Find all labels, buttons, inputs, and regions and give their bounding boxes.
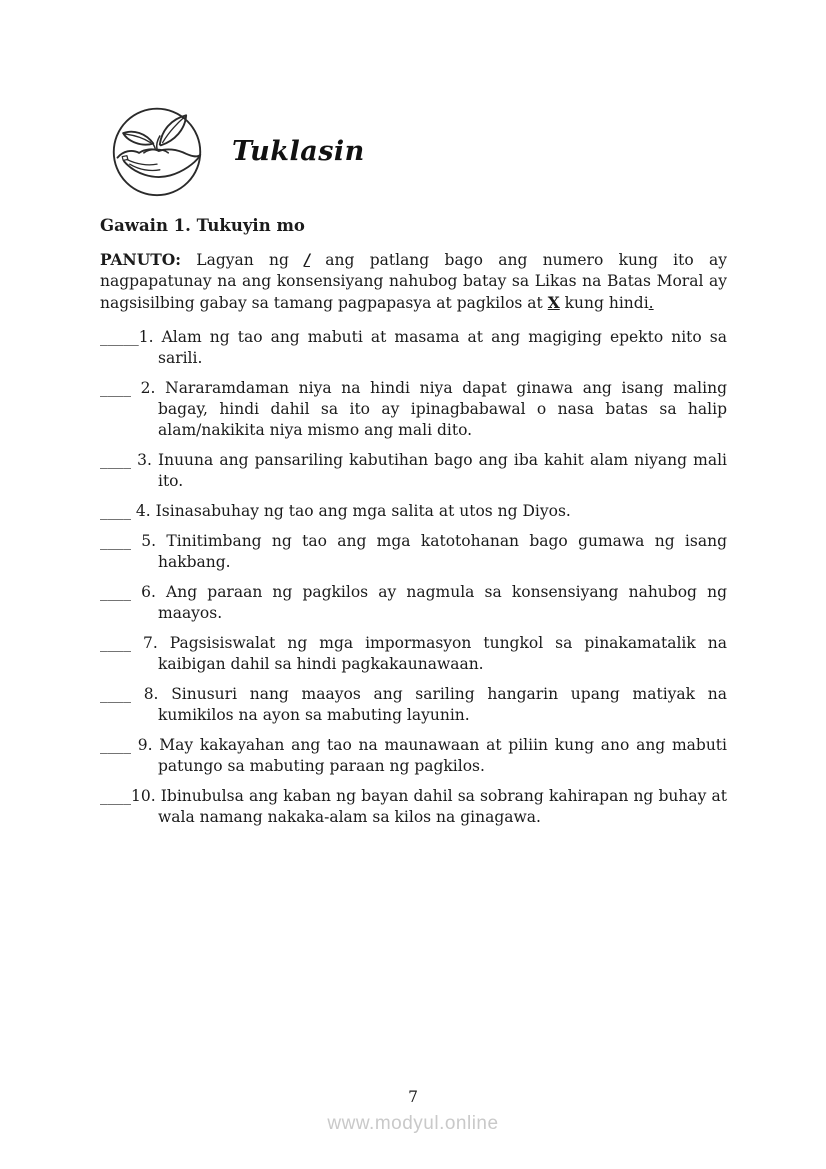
- watermark: www.modyul.online: [327, 1113, 499, 1134]
- item-text-5: Tinitimbang ng tao ang mga katotohanan bago gumawa ng isang hakbang.: [158, 532, 727, 571]
- list-item-4: [100, 501, 727, 522]
- item-text-8: Sinusuri nang maayos ang sariling hangarin upang matiyak na kumikilos na ayon sa mabuting layunin.: [158, 685, 727, 724]
- answer-blank-3[interactable]: ____: [100, 451, 131, 469]
- list-item-8: [100, 684, 727, 726]
- item-list: [100, 327, 727, 828]
- list-item-1: [100, 327, 727, 369]
- panuto-label: PANUTO:: [100, 250, 181, 269]
- list-item-9: [100, 735, 727, 777]
- list-item-2: [100, 378, 727, 441]
- item-number-9: 9.: [131, 736, 153, 754]
- list-item-7: [100, 633, 727, 675]
- x-mark: X: [547, 293, 560, 312]
- list-item-6: [100, 582, 727, 624]
- answer-blank-2[interactable]: ____: [100, 379, 131, 397]
- panuto-text-2: ang patlang bago ang numero kung ito ay nagpapatunay na ang konsensiyang nahubog batay sa Likas na Batas Moral ay nagsisilbing gabay sa tamang pagpapasya at pagkilos at: [100, 251, 728, 312]
- item-number-5: 5.: [131, 532, 157, 550]
- item-text-6: Ang paraan ng pagkilos ay nagmula sa konsensiyang nahubog ng maayos.: [158, 583, 727, 622]
- section-header: [110, 104, 727, 198]
- answer-blank-4[interactable]: ____: [100, 502, 131, 520]
- page-number: 7: [408, 1088, 418, 1106]
- item-number-4: 4.: [131, 502, 151, 520]
- hand-with-sprout-icon: [110, 104, 204, 198]
- item-number-2: 2.: [131, 379, 156, 397]
- item-number-8: 8.: [131, 685, 159, 703]
- item-text-2: Nararamdaman niya na hindi niya dapat ginawa ang isang maling bagay, hindi dahil sa ito ay ipinagbabawal o nasa batas sa halip alam/nakikita niya mismo ang mali dito.: [158, 379, 727, 439]
- panuto-text-1: Lagyan ng: [181, 251, 305, 269]
- answer-blank-8[interactable]: ____: [100, 685, 131, 703]
- item-number-7: 7.: [131, 634, 158, 652]
- panuto-text-3: kung hindi: [559, 294, 649, 312]
- item-number-10: 10.: [131, 787, 156, 805]
- list-item-5: [100, 531, 727, 573]
- panuto-end-period: .: [648, 294, 654, 312]
- instructions-paragraph: [100, 249, 727, 314]
- section-title: Tuklasin: [232, 135, 365, 167]
- item-text-1: Alam ng tao ang mabuti at masama at ang magiging epekto nito sa sarili.: [158, 328, 727, 367]
- answer-blank-1[interactable]: _____: [100, 328, 139, 346]
- item-text-7: Pagsisiswalat ng mga impormasyon tungkol sa pinakamatalik na kaibigan dahil sa hindi pagkakaunawaan.: [158, 634, 727, 673]
- item-text-4: Isinasabuhay ng tao ang mga salita at utos ng Diyos.: [155, 502, 571, 520]
- activity-heading: Gawain 1. Tukuyin mo: [100, 216, 305, 235]
- slash-mark: /: [304, 250, 310, 269]
- list-item-3: [100, 450, 727, 492]
- list-item-10: [100, 786, 727, 828]
- item-number-1: 1.: [138, 328, 154, 346]
- answer-blank-5[interactable]: ____: [100, 532, 131, 550]
- item-text-9: May kakayahan ang tao na maunawaan at piliin kung ano ang mabuti patungo sa mabuting paraan ng pagkilos.: [158, 736, 727, 775]
- item-number-6: 6.: [131, 583, 156, 601]
- answer-blank-9[interactable]: ____: [100, 736, 131, 754]
- item-number-3: 3.: [131, 451, 152, 469]
- item-text-10: Ibinubulsa ang kaban ng bayan dahil sa sobrang kahirapan ng buhay at wala namang nakaka-alam sa kilos na ginagawa.: [158, 787, 727, 826]
- item-text-3: Inuuna ang pansariling kabutihan bago ang iba kahit alam niyang mali ito.: [157, 451, 727, 490]
- answer-blank-10[interactable]: ____: [100, 787, 131, 805]
- answer-blank-7[interactable]: ____: [100, 634, 131, 652]
- answer-blank-6[interactable]: ____: [100, 583, 131, 601]
